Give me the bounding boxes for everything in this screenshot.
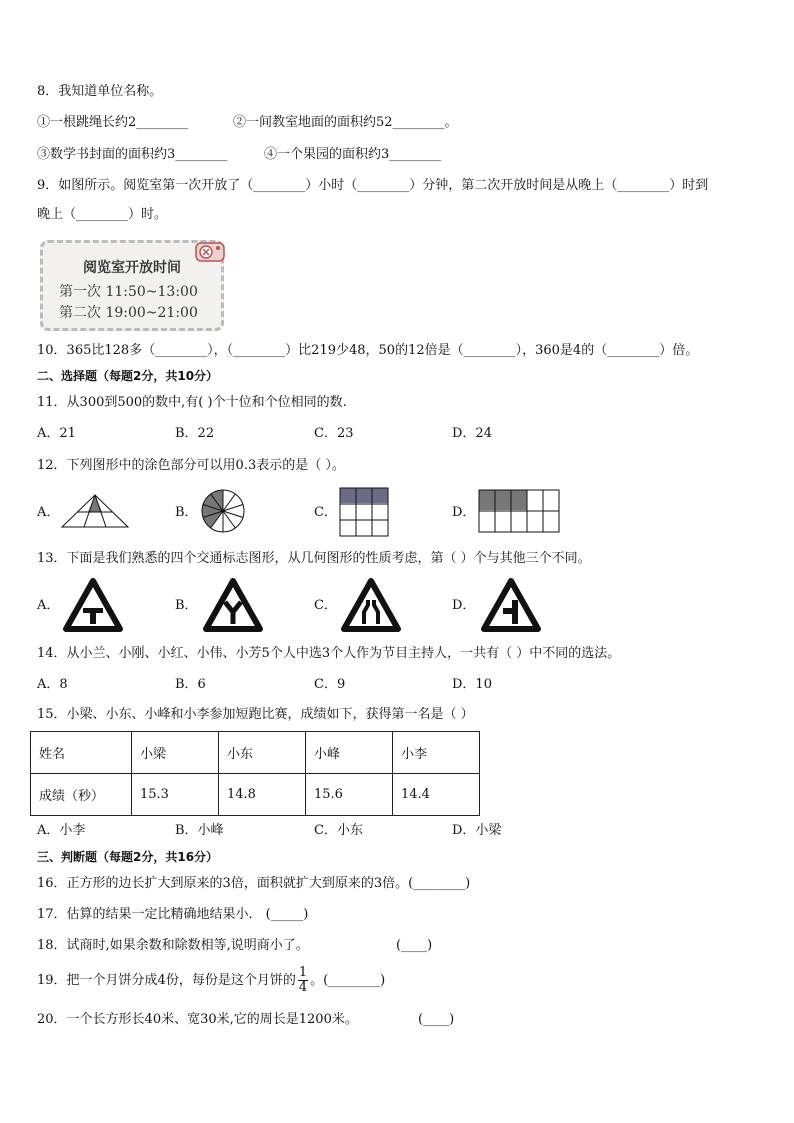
projector-icon xyxy=(193,237,227,267)
table-cell: 小李 xyxy=(393,732,480,774)
table-cell: 14.4 xyxy=(393,774,480,816)
q14-option-a: A．8 xyxy=(37,677,68,692)
q16: 16．正方形的边长扩大到原来的3倍，面积就扩大到原来的3倍。(________) xyxy=(37,876,471,891)
table-cell: 15.6 xyxy=(306,774,393,816)
q15-stem: 15．小梁、小东、小峰和小李参加短跑比赛，成绩如下，获得第一名是（ ） xyxy=(37,707,474,722)
circle-figure xyxy=(200,488,246,534)
table-cell: 小梁 xyxy=(132,732,219,774)
table-row xyxy=(31,774,480,816)
table-cell: 成绩（秒） xyxy=(31,774,132,816)
table-cell: 小东 xyxy=(219,732,306,774)
q12-stem: 12．下列图形中的涂色部分可以用0.3表示的是（ ）。 xyxy=(37,458,345,473)
score-table xyxy=(30,731,480,816)
q15-option-d: D．小梁 xyxy=(452,823,502,838)
q13-option-a: A． xyxy=(37,598,60,613)
q11-option-a: A．21 xyxy=(37,426,76,441)
q8-item-d: ④一个果园的面积约3________ xyxy=(264,147,442,162)
q8-item-b: ②一间教室地面的面积约52________。 xyxy=(233,115,458,130)
q18-answer-blank: (____) xyxy=(396,938,433,953)
reading-room-card xyxy=(40,240,224,331)
triangle-figure xyxy=(60,492,130,530)
q11-option-b: B．22 xyxy=(175,426,215,441)
q14-option-c: C．9 xyxy=(314,677,346,692)
table-cell: 14.8 xyxy=(219,774,306,816)
fraction-numerator: 1 xyxy=(298,965,308,980)
q20-answer-blank: (____) xyxy=(418,1012,455,1027)
q13-option-d: D． xyxy=(452,598,476,613)
q8-stem: 8．我知道单位名称。 xyxy=(37,84,163,99)
q12-option-a: A． xyxy=(37,505,60,520)
q13-option-b: B． xyxy=(175,598,198,613)
table-cell: 姓名 xyxy=(31,732,132,774)
q14-stem: 14．从小兰、小刚、小红、小伟、小芳5个人中选3个人作为节目主持人，一共有（ ）中不同的选法。 xyxy=(37,646,621,661)
q11-stem: 11．从300到500的数中,有( )个十位和个位相同的数. xyxy=(37,395,347,410)
table-cell: 小峰 xyxy=(306,732,393,774)
section-3-heading: 三、判断题（每题2分，共16分） xyxy=(37,850,219,864)
card-row-1: 第一次 11:50~13:00 xyxy=(59,284,198,300)
q17: 17．估算的结果一定比精确地结果小． (_____) xyxy=(37,907,309,922)
table-header-row xyxy=(31,732,480,774)
q15-option-a: A．小李 xyxy=(37,823,86,838)
q20: 20．一个长方形长40米、宽30米,它的周长是1200米。 xyxy=(37,1012,358,1027)
q13-option-c: C． xyxy=(314,598,337,613)
fraction xyxy=(298,966,308,995)
q18: 18．试商时,如果余数和除数相等,说明商小了。 xyxy=(37,938,309,953)
q8-item-c: ③数学书封面的面积约3________ xyxy=(37,147,228,162)
q10: 10．365比128多（________），（________）比219少48，50的12倍是（________），360是4的（________）倍。 xyxy=(37,343,699,358)
q12-option-b: B． xyxy=(175,505,198,520)
card-title: 阅览室开放时间 xyxy=(83,260,181,276)
q12-option-c: C． xyxy=(314,505,337,520)
t-junction-sign-icon xyxy=(63,578,123,632)
grid-5x2-figure xyxy=(478,489,560,533)
q12-option-d: D． xyxy=(452,505,476,520)
q14-option-d: D．10 xyxy=(452,677,492,692)
q11-option-c: C．23 xyxy=(314,426,354,441)
y-junction-sign-icon xyxy=(203,578,263,632)
road-narrows-sign-icon xyxy=(341,578,401,632)
q11-option-d: D．24 xyxy=(452,426,492,441)
section-2-heading: 二、选择题（每题2分，共10分） xyxy=(37,369,219,383)
q14-option-b: B．6 xyxy=(175,677,206,692)
fraction-denominator: 4 xyxy=(298,980,308,995)
q19-answer-blank: 。(________) xyxy=(310,973,386,988)
q15-option-c: C．小东 xyxy=(314,823,363,838)
grid-3x3-figure xyxy=(339,487,389,537)
q19-text: 19．把一个月饼分成4份，每份是这个月饼的 xyxy=(37,973,296,988)
side-road-sign-icon xyxy=(481,578,541,632)
q9-line2: 晚上（________）时。 xyxy=(37,207,168,222)
card-row-2: 第二次 19:00~21:00 xyxy=(59,305,198,321)
q15-option-b: B．小峰 xyxy=(175,823,224,838)
q8-item-a: ①一根跳绳长约2________ xyxy=(37,115,189,130)
q9-line1: 9．如图所示。阅览室第一次开放了（________）小时（________）分钟，第二次开放时间是从晚上（________）时到 xyxy=(37,178,709,193)
q13-stem: 13．下面是我们熟悉的四个交通标志图形，从几何图形的性质考虑，第（ ）个与其他三个不同。 xyxy=(37,551,591,566)
q19 xyxy=(37,966,385,996)
table-cell: 15.3 xyxy=(132,774,219,816)
